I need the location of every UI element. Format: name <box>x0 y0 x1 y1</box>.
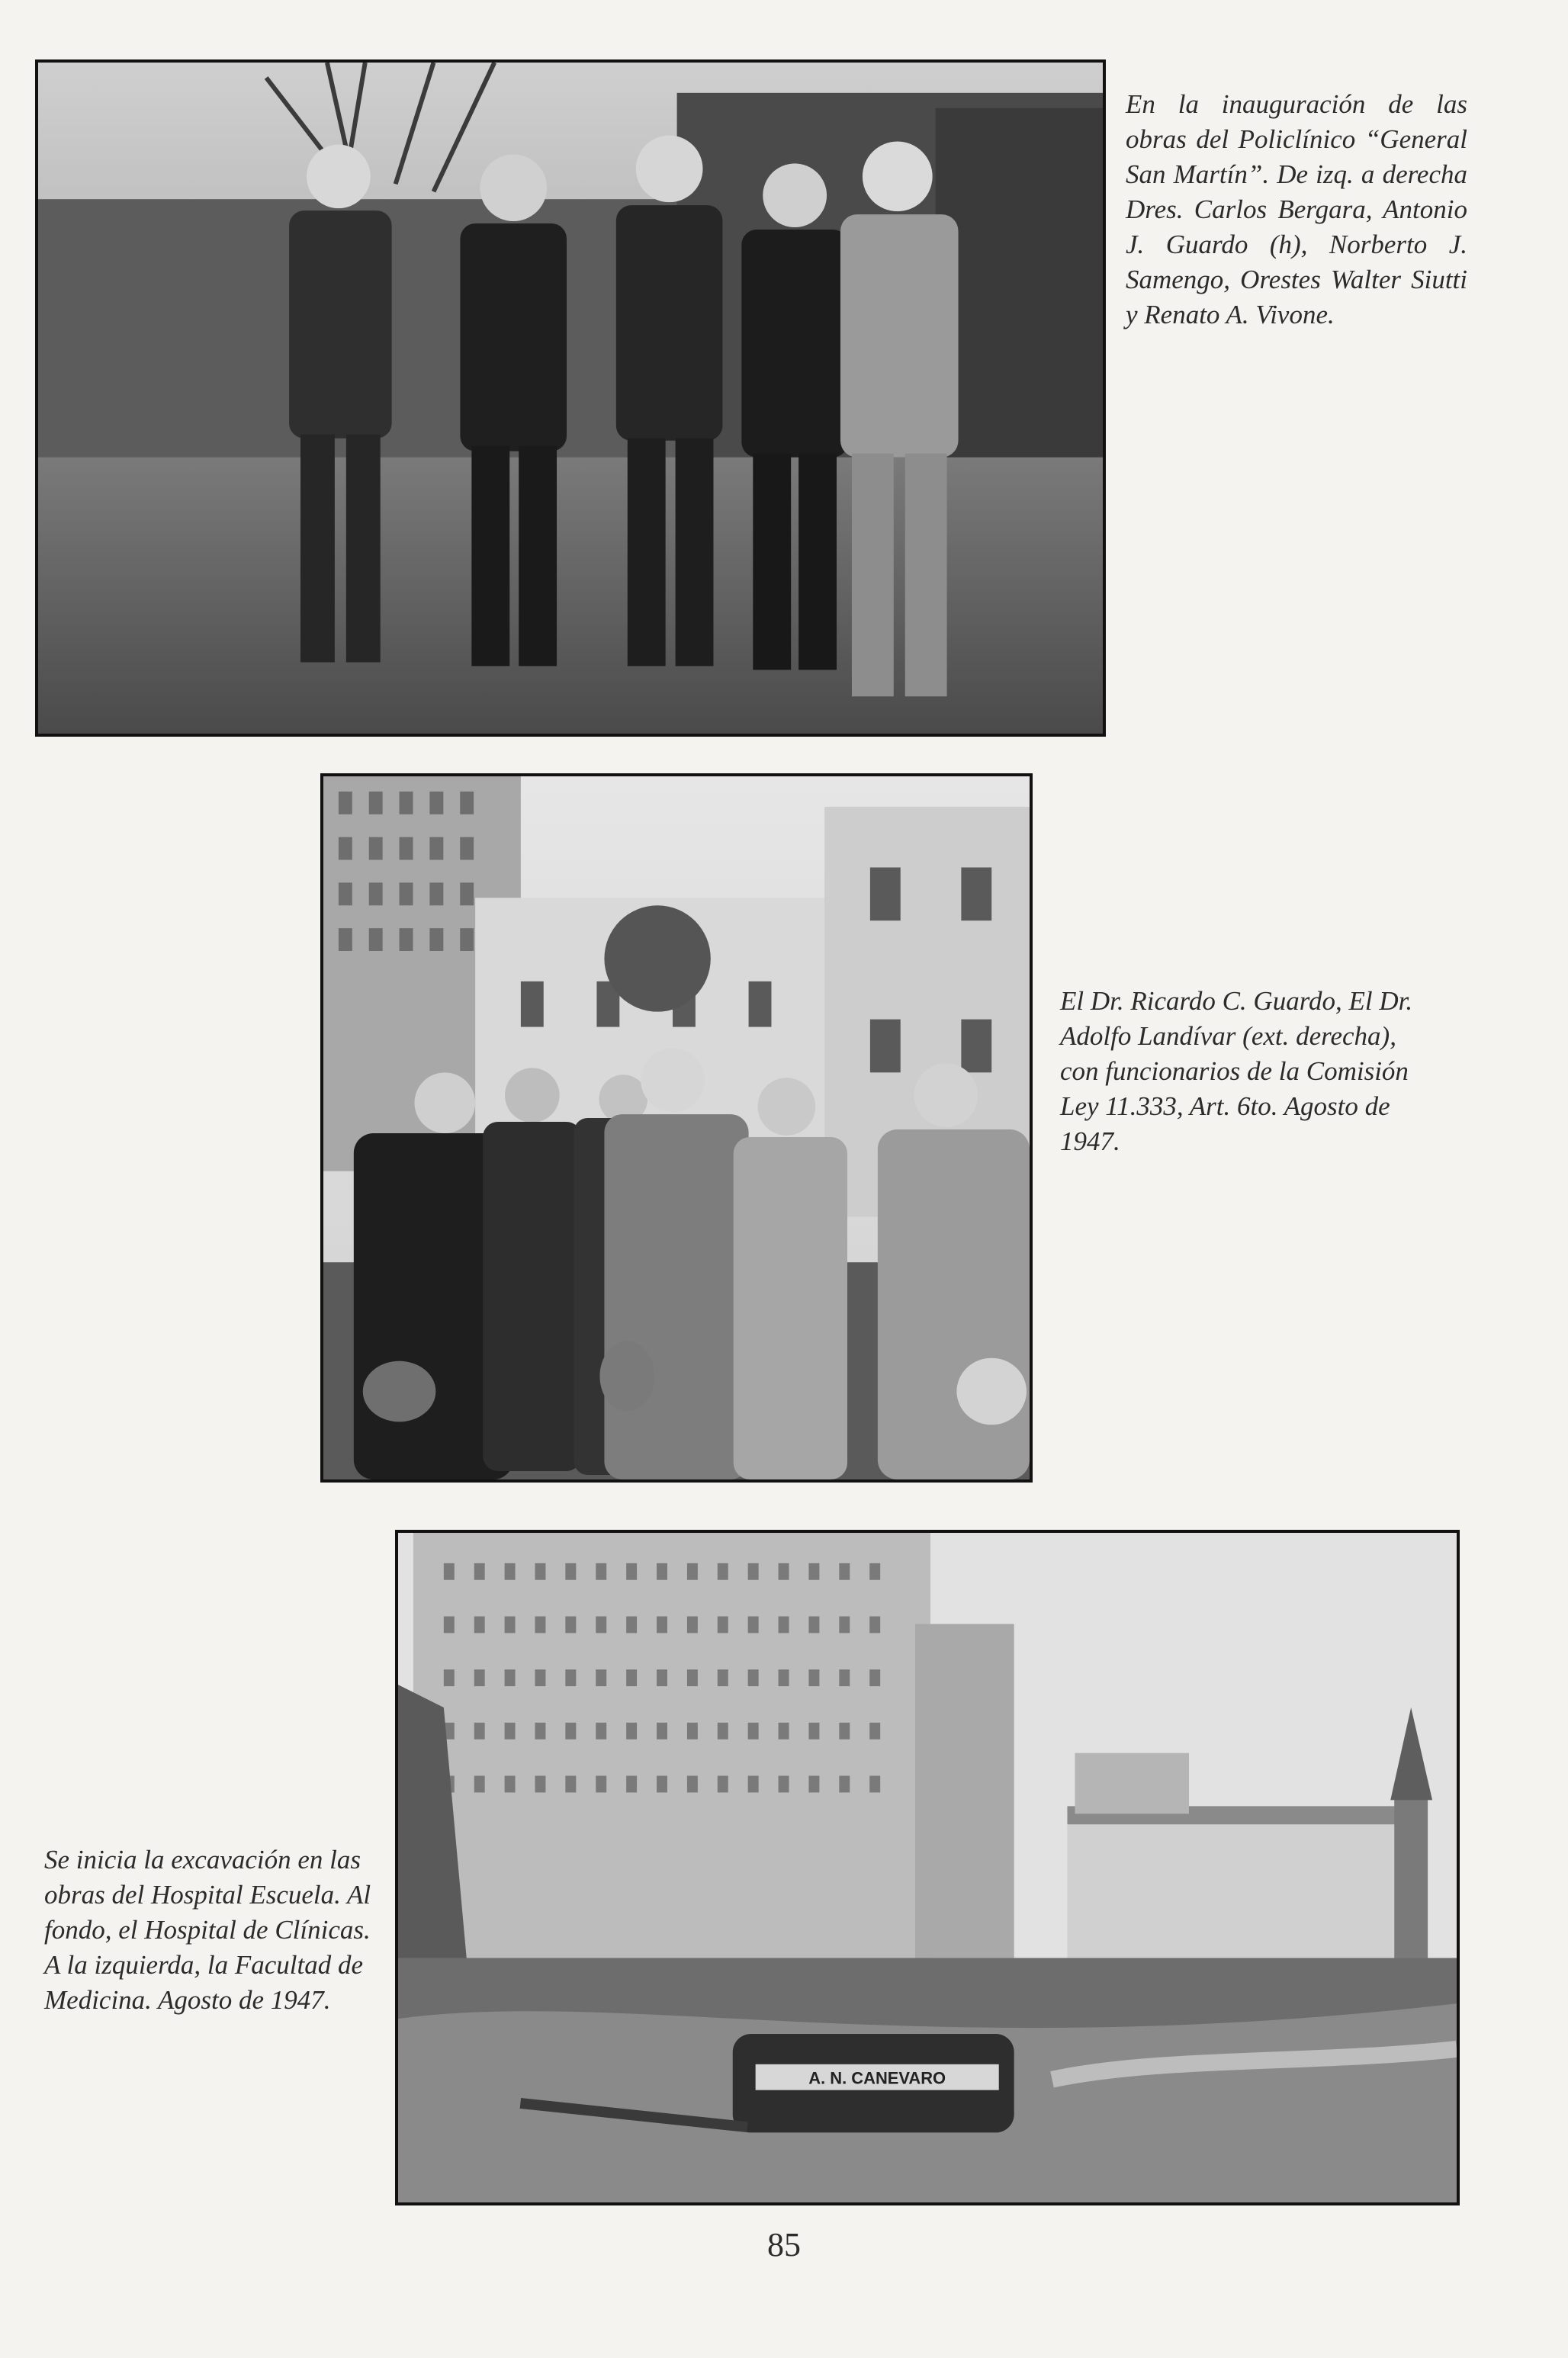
excavation-site-illustration <box>398 1533 1457 2202</box>
caption-group-portrait: En la inauguración de las obras del Policlínico “General San Martín”. De izq. a derecha Dres. Carlos Bergara, Antonio J. Guardo (h), Norberto J. Samengo, Orestes Walter Siutti y Renato A. Vivone. <box>1126 89 1467 329</box>
caption-excavation-site: Se inicia la excavación en las obras del Hospital Escuela. Al fondo, el Hospital de Clínicas. A la izquierda, la Facultad de Medicina. Agosto de 1947. <box>44 1845 371 2015</box>
group-portrait-illustration <box>38 63 1103 734</box>
photo-group-portrait <box>35 59 1106 737</box>
photo-officials-meeting <box>320 773 1033 1483</box>
officials-meeting-illustration <box>323 776 1030 1479</box>
photo-excavation-site <box>395 1530 1460 2205</box>
truck-sign-text: A. N. CANEVARO <box>808 2068 946 2088</box>
caption-officials-meeting: El Dr. Ricardo C. Guardo, El Dr. Adolfo Landívar (ext. derecha), con funcionarios de la Comisión Ley 11.333, Art. 6to. Agosto de 1947. <box>1060 986 1413 1156</box>
page-number: 85 <box>767 2226 801 2263</box>
